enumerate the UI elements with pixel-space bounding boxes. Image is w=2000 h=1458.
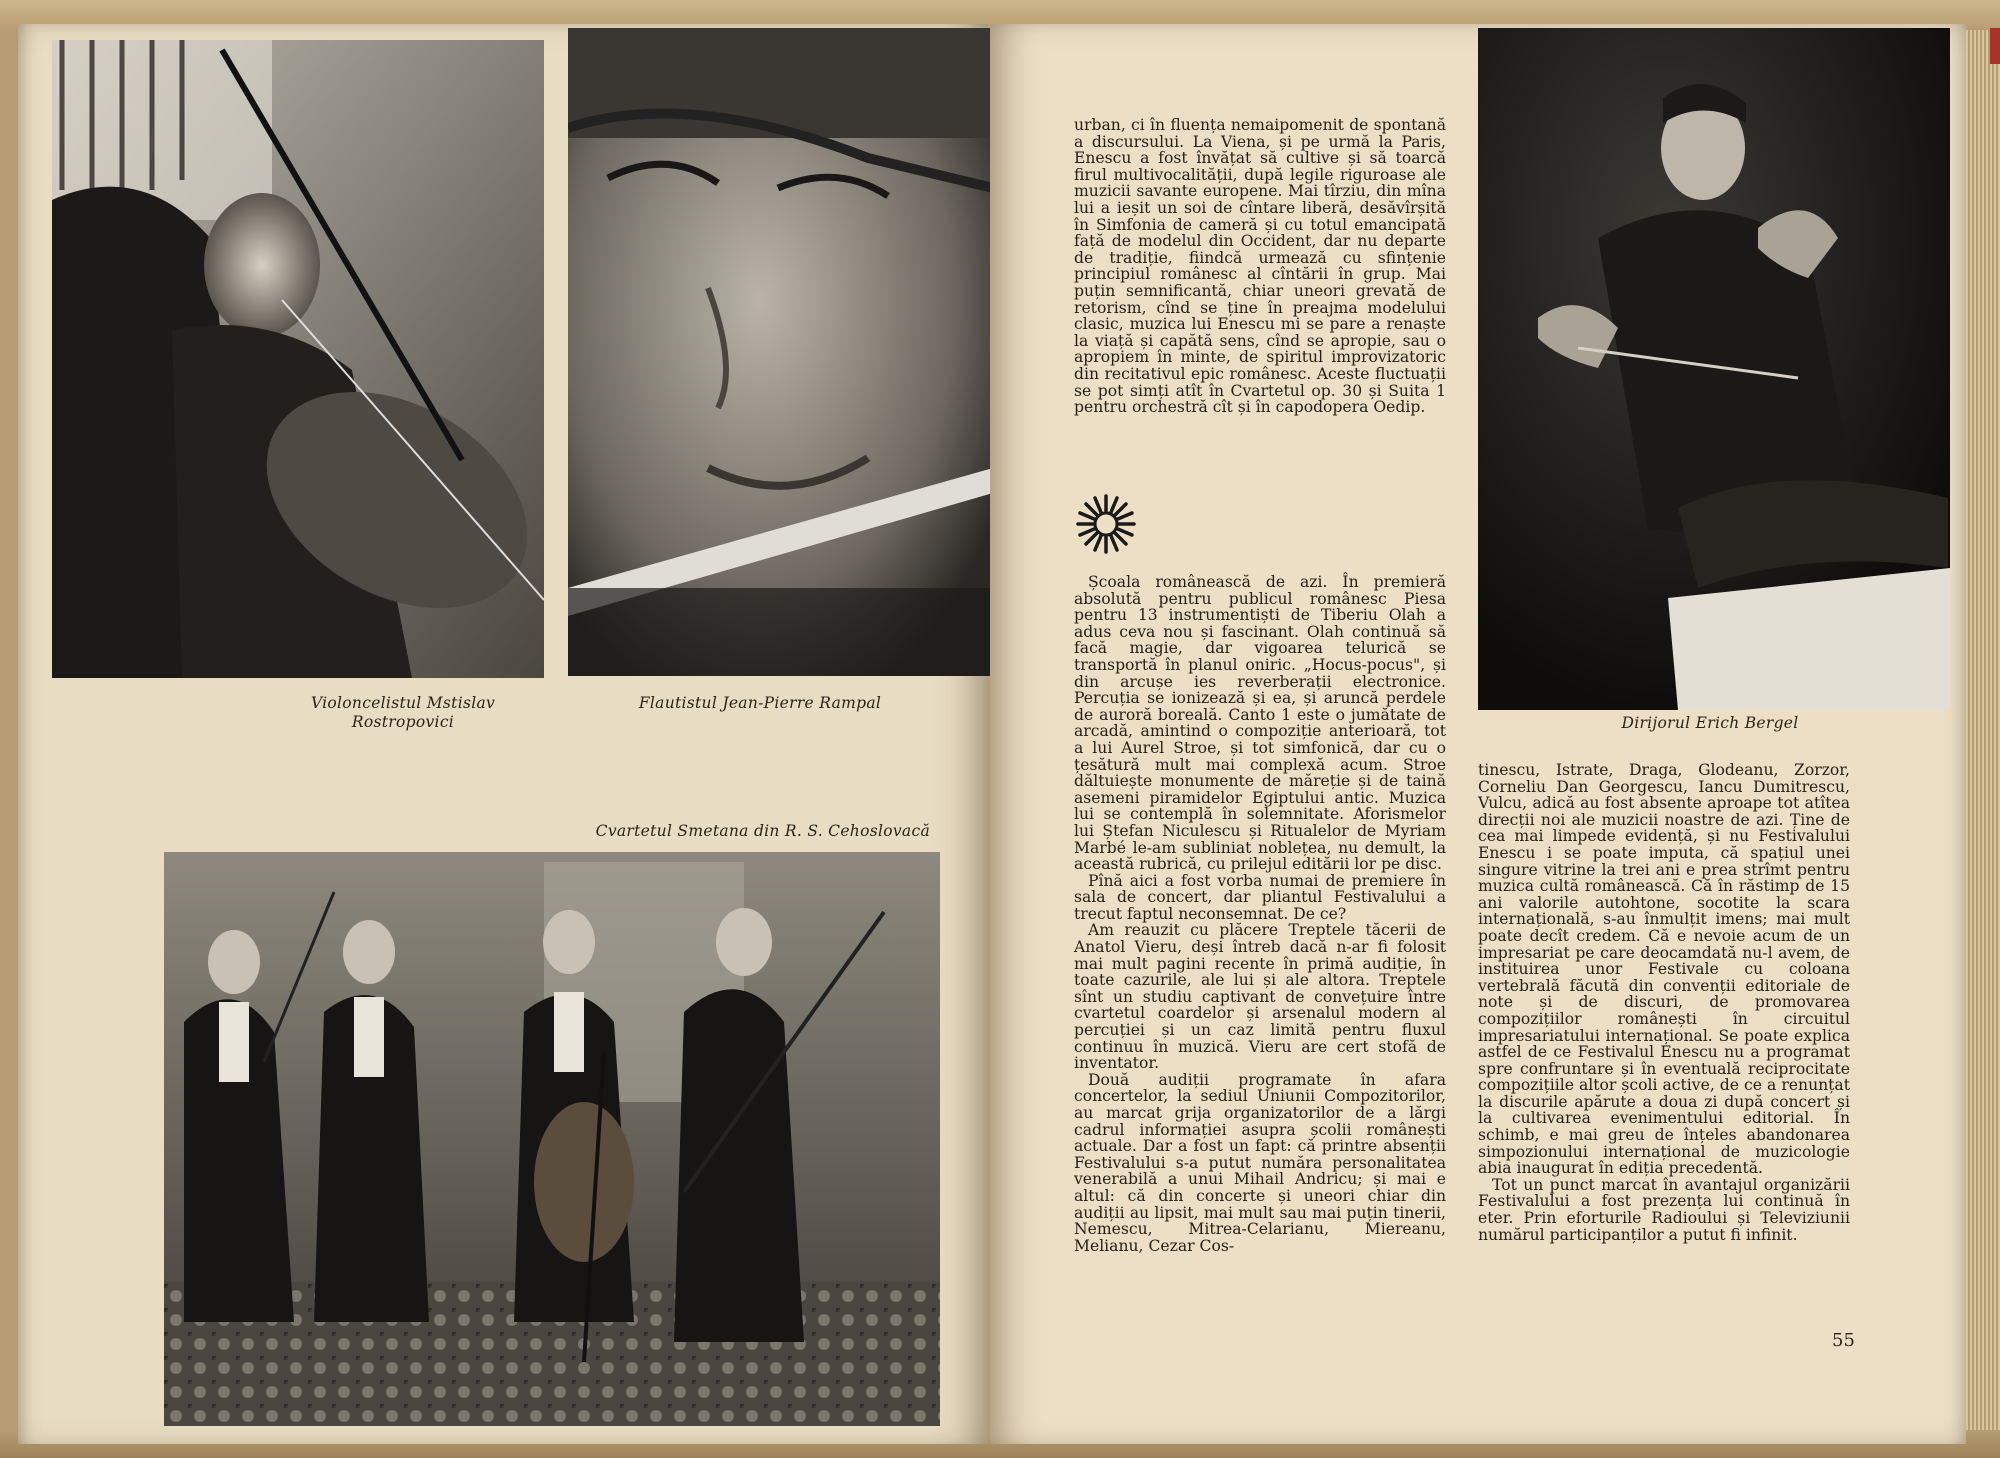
article-column-2: [1478, 762, 1850, 1243]
article-column-1: [1074, 117, 1446, 416]
flautist-photo: [568, 28, 993, 676]
page-number: 55: [1832, 1330, 1855, 1351]
cellist-photo: [52, 40, 544, 678]
sun-ornament-icon: [1076, 494, 1136, 554]
page-stack-edge: [1966, 30, 2000, 1430]
quartet-photo-icon: [164, 852, 940, 1426]
col1-paragraph-3: Am reauzit cu plăcere Treptele tăcerii de Anatol Vieru, deși întreb dacă n-ar fi folosit mai mult pagini recente în primă audiție, în toate cazurile, ale lui și ale altora. Treptele sînt un studiu captivant de convețuire între cvartetul coardelor și arsenalul modern al percuției și un caz limită pentru fluxul continuu în muzică. Vieru are cert stofă de inventator.: [1074, 921, 1446, 1073]
col2-paragraph-1: tinescu, Istrate, Draga, Glodeanu, Zorzor, Corneliu Dan Georgescu, Iancu Dumitrescu, Vulcu, adică au fost absente aproape tot atîtea direcții noi ale muzicii noastre de azi. Ține de cea mai limpede evidență, și nu Festivalului Enescu i se poate imputa, că spațiul unei singure vitrine la trei ani e prea strîmt pentru muzica cultă românească. Că în răstimp de 15 ani valorile autohtone, socotite la scara internațională, s-au înmulțit imens; mai mult poate decît credem. Că e nevoie acum de un impresariat pe care deocamdată nu-l avem, de instituirea unor Festivale cu coloana vertebrală făcută din convenții editoriale de note și de discuri, de promovarea compozițiilor românești în circuitul impresariatului internațional. Se poate explica astfel de ce Festivalul Enescu nu a programat spre confruntare și în eventuală reciprocitate compozițiile altor școli active, de ce a renunțat la discurile apărute a doua zi după concert și la cultivarea evenimentului editorial. În schimb, e mai greu de înțeles abandonarea simpozionului internațional de muzicologie abia inaugurat în ediția precedentă.: [1478, 761, 1850, 1178]
conductor-photo: [1478, 28, 1950, 710]
bookmark-ribbon: [1990, 28, 2000, 64]
flautist-caption: Flautistul Jean-Pierre Rampal: [638, 694, 882, 712]
cellist-photo-icon: [52, 40, 544, 678]
col1-paragraph-2: Pînă aici a fost vorba numai de premiere în sala de concert, dar pliantul Festivalului a trecut faptul neconsemnat. De ce?: [1074, 871, 1446, 923]
cellist-caption: Violoncelistul Mstislav Rostropovici: [310, 694, 496, 731]
col1-paragraph-1: Școala românească de azi. În premieră absolută pentru publicul românesc Piesa pentru 13 instrumentiști de Tiberiu Olah a adus ceva nou și fascinant. Olah continuă să facă magie, dar vigoarea telurică se transportă în planul oniric. „Hocus-pocus", și din arcușe ies reverberații electronice. Percuția se ionizează și ea, și aruncă perdele de auroră boreală. Canto 1 este o jumătate de arcadă, amintind o compoziție anterioară, tot a lui Aurel Stroe, și tot simfonică, dar cu o țesătură mult mai complexă acum. Stroe dăltuiește monumente de măreție și de taină asemeni piramidelor Egiptului antic. Muzica lui se contemplă în solemnitate. Aforismelor lui Ștefan Niculescu și Ritualelor de Myriam Marbé le-am subliniat noblețea, nu demult, la această rubrică, cu prilejul editării lor pe disc.: [1074, 573, 1446, 874]
conductor-caption: Dirijorul Erich Bergel: [1621, 714, 1799, 732]
quartet-photo: [164, 852, 940, 1426]
flautist-photo-icon: [568, 28, 993, 676]
conductor-photo-icon: [1478, 28, 1950, 710]
col1-paragraph-4: Două audiții programate în afara concertelor, la sediul Uniunii Compozitorilor, au marcat grija organizatorilor de a lărgi cadrul informației asupra școlii românești actuale. Dar a fost un fapt: că printre absenții Festivalului s-a putut număra personalitatea venerabilă a unui Mihail Andricu; și mai e altul: că din concerte și uneori chiar din audiții au lipsit, mai mult sau mai puțin tinerii, Nemescu, Mitrea-Celarianu, Miereanu, Melianu, Cezar Cos-: [1074, 1070, 1446, 1255]
col1-top-paragraph: urban, ci în fluența nemaipomenit de spontană a discursului. La Viena, și pe urmă la Paris, Enescu a fost învățat să cultive și să toarcă firul multivocalității, după legile riguroase ale muzicii savante europene. Mai tîrziu, din mîna lui a ieșit un soi de cîntare liberă, desăvîrșită în Simfonia de cameră și cu totul emancipată față de modelul din Occident, dar nu departe de tradiție, fiindcă urmează cu sfințenie principiul românesc al cîntării în grup. Mai puțin semnificantă, chiar uneori grevată de retorism, cînd se ține în preajma modelului clasic, muzica lui Enescu mi se pare a renaște la viață și capătă sens, cînd se apropie, sau o apropiem în minte, de spiritul improvizatoric din recitativul epic românesc. Aceste fluctuații se pot simți atît în Cvartetul op. 30 și Suita 1 pentru orchestră cît și în capodopera Oedip.: [1074, 116, 1446, 417]
quartet-caption: Cvartetul Smetana din R. S. Cehoslovacă: [595, 822, 930, 840]
col2-paragraph-2: Tot un punct marcat în avantajul organizării Festivalului a fost prezența lui continuă în eter. Prin eforturile Radioului și Televiziunii numărul participanților a putut fi infinit.: [1478, 1175, 1850, 1244]
article-column-1-continued: [1074, 574, 1446, 1254]
